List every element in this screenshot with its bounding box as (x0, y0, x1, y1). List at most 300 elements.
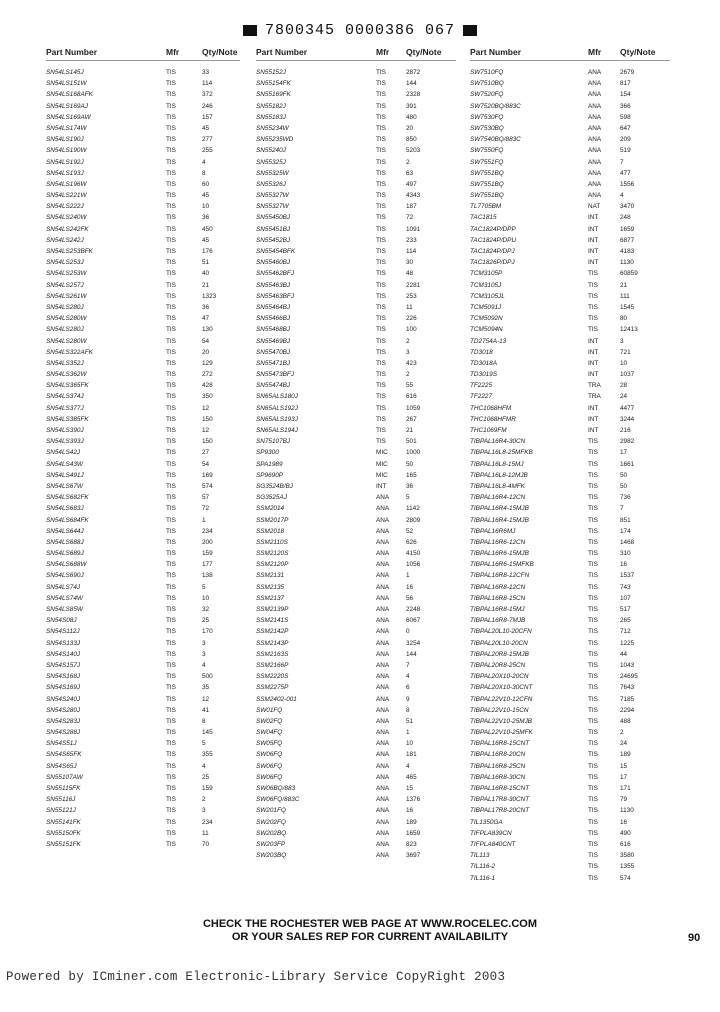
part-number: TIBPAL16L8-15MJ (470, 460, 524, 468)
manufacturer: TIS (588, 594, 598, 602)
part-row (46, 101, 240, 112)
part-row (256, 638, 456, 649)
quantity: 5 (202, 583, 206, 591)
manufacturer: TIS (588, 561, 598, 569)
part-number: SSM2163S (256, 650, 289, 658)
quantity: 10 (406, 740, 414, 748)
part-row (470, 861, 670, 872)
manufacturer: TIS (166, 550, 176, 558)
part-number: SSM2120S (256, 550, 289, 558)
quantity: 4 (406, 762, 410, 770)
part-row (470, 828, 670, 839)
quantity: 36 (406, 482, 414, 490)
manufacturer: TIS (166, 80, 176, 88)
part-number: SN54LS174W (46, 124, 87, 132)
part-row (46, 582, 240, 593)
part-number: SN54LS365FK (46, 382, 89, 390)
part-row (256, 772, 456, 783)
part-number: SN55325J (256, 158, 286, 166)
manufacturer: TIS (166, 628, 176, 636)
part-number: TIBPAL16R8-15CNT (470, 740, 530, 748)
manufacturer: TIS (166, 516, 176, 524)
manufacturer: TIS (166, 281, 176, 289)
quantity: 32 (202, 606, 210, 613)
part-number: TF2225 (470, 382, 493, 390)
part-row (46, 660, 240, 671)
manufacturer: TIS (376, 303, 386, 311)
part-number: SN55150FK (46, 829, 81, 837)
manufacturer: TIS (588, 729, 598, 737)
quantity: 1545 (620, 303, 635, 311)
manufacturer: ANA (376, 561, 390, 569)
manufacturer: TIS (376, 158, 386, 166)
part-number: SN55451BJ (256, 225, 291, 233)
part-number: TIBPAL22V10-12CFN (470, 695, 533, 703)
part-number: SN65ALS192J (256, 404, 298, 412)
part-number: SN54LS192J (46, 158, 84, 166)
part-number: SN65ALS194J (256, 427, 298, 434)
quantity: 3 (202, 650, 206, 658)
manufacturer: TIS (376, 270, 386, 278)
part-row (256, 817, 456, 828)
manufacturer: ANA (376, 717, 390, 725)
manufacturer: TIS (166, 203, 176, 211)
quantity: 114 (406, 248, 417, 255)
manufacturer: TIS (166, 673, 176, 681)
part-row (46, 671, 240, 682)
part-number: SN54LS67W (46, 482, 83, 490)
manufacturer: TIS (588, 673, 598, 681)
part-number: TIBPAL16R8-25CN (470, 762, 526, 770)
part-number: SN55473BFJ (256, 371, 295, 379)
quantity: 488 (620, 717, 631, 725)
part-row (470, 134, 670, 145)
quantity: 1130 (620, 259, 634, 267)
column-header (256, 46, 456, 61)
quantity: 4 (202, 661, 206, 669)
part-row (46, 112, 240, 123)
part-number: SN54LS190J (46, 136, 84, 144)
availability-line-1: CHECK THE ROCHESTER WEB PAGE AT WWW.ROCELEC.COM (202, 918, 538, 930)
manufacturer: NAT (588, 203, 601, 211)
quantity: 2 (406, 371, 410, 379)
quantity: 574 (202, 482, 213, 490)
part-number: SN55115FK (46, 785, 81, 792)
part-number: TD3018A (470, 359, 497, 367)
barcode-block-left (243, 25, 257, 36)
manufacturer: ANA (588, 147, 602, 155)
manufacturer: TIS (376, 259, 386, 267)
manufacturer: TRA (588, 393, 601, 401)
part-row (46, 682, 240, 693)
part-row (46, 168, 240, 179)
part-number: TIBPAL20R8-25CN (470, 661, 526, 669)
part-row (256, 101, 456, 112)
part-number: TCM5091J (470, 303, 502, 311)
manufacturer: TIS (166, 494, 176, 502)
quantity: 28 (620, 382, 628, 390)
manufacturer: INT (376, 482, 387, 490)
part-row (256, 492, 456, 503)
quantity: 1059 (406, 404, 421, 412)
quantity: 150 (202, 415, 213, 423)
quantity: 60859 (620, 270, 638, 278)
part-row (256, 470, 456, 481)
part-number: SN54LS196W (46, 180, 87, 188)
part-row (470, 492, 670, 503)
part-number: SW203BQ (256, 852, 287, 860)
manufacturer: TIS (166, 773, 176, 781)
manufacturer: ANA (376, 650, 390, 658)
part-number: SN55463BJ (256, 281, 291, 289)
part-row (470, 190, 670, 201)
quantity: 187 (406, 203, 417, 211)
part-number: THC1069FM (470, 427, 507, 434)
quantity: 1659 (620, 225, 635, 233)
part-row (470, 481, 670, 492)
quantity: 450 (202, 225, 213, 233)
part-number: SN54LS390J (46, 427, 84, 434)
part-number: SW7551BQ (470, 169, 504, 177)
quantity: 480 (406, 113, 417, 121)
part-number: TIBPAL16R6-15MJB (470, 550, 529, 558)
manufacturer: TIS (166, 214, 176, 222)
quantity: 52 (406, 527, 414, 535)
part-number: TIBPAL16R8-12CFN (470, 572, 530, 580)
manufacturer: TIS (588, 829, 598, 837)
part-row (46, 447, 240, 458)
part-number: SN54LS689J (46, 550, 84, 558)
barcode-block-right (463, 25, 477, 36)
quantity: 36 (202, 303, 210, 311)
quantity: 517 (620, 606, 631, 613)
part-number: SW7540BQ/883C (470, 136, 521, 144)
manufacturer: TIS (166, 829, 176, 837)
manufacturer: TIS (588, 482, 598, 490)
parts-columns (0, 46, 720, 896)
part-number: TIBPAL16R4-15MJB (470, 505, 529, 513)
part-number: SSM2143P (256, 639, 289, 647)
quantity: 272 (202, 371, 213, 379)
part-number: SN55471BJ (256, 359, 291, 367)
part-row (256, 324, 456, 335)
quantity: 490 (620, 829, 631, 837)
part-number: TIBPAL16R6-12CN (470, 538, 526, 546)
part-number: SN55463BFJ (256, 292, 295, 300)
quantity: 44 (620, 650, 628, 658)
part-row (256, 436, 456, 447)
part-row (256, 615, 456, 626)
manufacturer: TIS (166, 158, 176, 166)
quantity: 4477 (620, 404, 635, 412)
manufacturer: MIC (376, 449, 388, 457)
quantity: 9 (406, 695, 410, 703)
quantity: 1142 (406, 505, 420, 513)
part-row (46, 436, 240, 447)
part-row (256, 682, 456, 693)
part-number: SSM2018 (256, 527, 285, 535)
part-row (470, 112, 670, 123)
part-row (256, 347, 456, 358)
quantity: 248 (620, 214, 631, 222)
quantity: 35 (202, 684, 210, 692)
quantity: 72 (406, 214, 414, 222)
part-number: SN55468BJ (256, 326, 291, 334)
part-row (470, 738, 670, 749)
part-row (256, 224, 456, 235)
quantity: 130 (202, 326, 213, 334)
quantity: 189 (620, 751, 631, 759)
part-number: SPA1989 (256, 460, 283, 468)
part-row (470, 291, 670, 302)
part-row (46, 302, 240, 313)
part-row (470, 246, 670, 257)
quantity: 20 (406, 124, 414, 132)
part-number: SN54LS145J (46, 69, 84, 76)
header-mfr: Mfr (376, 47, 390, 57)
part-row (46, 336, 240, 347)
manufacturer: TIS (166, 449, 176, 457)
part-row (470, 570, 670, 581)
quantity: 817 (620, 80, 631, 88)
part-row (46, 358, 240, 369)
part-row (470, 682, 670, 693)
part-row (256, 67, 456, 78)
part-number: SSM2139P (256, 606, 289, 613)
manufacturer: TIS (166, 751, 176, 759)
part-row (46, 772, 240, 783)
manufacturer: TIS (166, 740, 176, 748)
manufacturer: TIS (376, 404, 386, 412)
part-row (256, 190, 456, 201)
part-number: SN55141FK (46, 818, 81, 826)
part-number: SN54LS374J (46, 393, 84, 401)
part-row (46, 380, 240, 391)
part-number: SN54S140J (46, 650, 81, 658)
part-row (470, 123, 670, 134)
quantity: 519 (620, 147, 631, 155)
quantity: 391 (406, 102, 417, 110)
quantity: 1000 (406, 449, 421, 457)
quantity: 48 (406, 270, 414, 278)
manufacturer: TIS (588, 740, 598, 748)
quantity: 159 (202, 785, 213, 792)
part-row (46, 414, 240, 425)
manufacturer: TIS (376, 113, 386, 121)
manufacturer: TIS (166, 717, 176, 725)
quantity: 721 (620, 348, 631, 356)
quantity: 850 (406, 136, 417, 144)
quantity: 51 (406, 717, 414, 725)
part-row (256, 112, 456, 123)
part-row (256, 414, 456, 425)
part-row (46, 257, 240, 268)
manufacturer: TIS (588, 751, 598, 759)
part-row (470, 224, 670, 235)
part-number: SN54LS385FK (46, 415, 89, 423)
quantity: 428 (202, 382, 213, 390)
part-number: SW202BQ (256, 829, 287, 837)
manufacturer: TIS (166, 180, 176, 188)
part-number: SN55474BJ (256, 382, 291, 390)
manufacturer: TIS (376, 124, 386, 132)
quantity: 2982 (620, 438, 635, 446)
quantity: 24 (620, 393, 628, 401)
manufacturer: TIS (376, 180, 386, 188)
quantity: 2679 (620, 69, 635, 76)
manufacturer: INT (588, 259, 599, 267)
manufacturer: TIS (166, 661, 176, 669)
part-row (256, 749, 456, 760)
part-row (46, 526, 240, 537)
availability-notice (110, 918, 630, 944)
part-row (256, 660, 456, 671)
manufacturer: ANA (376, 516, 390, 524)
quantity: 138 (202, 572, 213, 580)
part-number: SN54LS221W (46, 192, 87, 200)
manufacturer: TIS (166, 113, 176, 121)
part-row (470, 526, 670, 537)
part-row (470, 280, 670, 291)
manufacturer: TIS (166, 762, 176, 770)
quantity: 169 (202, 471, 213, 479)
quantity: 2 (202, 796, 206, 804)
manufacturer: ANA (376, 695, 390, 703)
part-row (470, 626, 670, 637)
part-number: TIBPAL20X10-20CN (470, 673, 529, 681)
part-row (470, 157, 670, 168)
manufacturer: TIS (166, 460, 176, 468)
part-number: SN54LS683J (46, 505, 84, 513)
manufacturer: TIS (376, 248, 386, 255)
manufacturer: TIS (376, 337, 386, 345)
quantity: 616 (406, 393, 417, 401)
barcode-header (0, 22, 720, 39)
part-row (470, 391, 670, 402)
part-row (46, 705, 240, 716)
part-number: TIBPAL17R8-30CNT (470, 796, 530, 804)
quantity: 355 (202, 751, 213, 759)
manufacturer: TIS (166, 382, 176, 390)
manufacturer: TIS (166, 415, 176, 423)
part-number: SN54S157J (46, 661, 81, 669)
part-number: SG3525AJ (256, 494, 287, 502)
quantity: 1 (406, 572, 410, 580)
manufacturer: ANA (588, 136, 602, 144)
part-row (46, 503, 240, 514)
part-row (256, 761, 456, 772)
part-number: TD3019S (470, 371, 497, 379)
quantity: 12413 (620, 326, 638, 334)
quantity: 129 (202, 359, 213, 367)
quantity: 17 (620, 449, 628, 457)
part-number: SW203FP (256, 840, 286, 848)
manufacturer: INT (588, 359, 599, 367)
quantity: 10 (202, 203, 210, 211)
manufacturer: TIS (376, 292, 386, 300)
part-number: SW06FQ/883C (256, 796, 300, 804)
quantity: 1091 (406, 225, 421, 233)
part-row (470, 503, 670, 514)
part-row (256, 716, 456, 727)
part-number: SN55466BJ (256, 315, 291, 323)
manufacturer: TIS (166, 348, 176, 356)
part-number: SN54S08J (46, 617, 77, 625)
manufacturer: ANA (376, 494, 390, 502)
manufacturer: ANA (376, 729, 390, 737)
quantity: 7643 (620, 684, 635, 692)
part-row (46, 324, 240, 335)
part-row (470, 582, 670, 593)
part-number: SN54LS193J (46, 169, 84, 177)
part-row (470, 212, 670, 223)
part-number: SW202FQ (256, 818, 286, 826)
quantity: 2328 (406, 91, 421, 99)
manufacturer: TIS (166, 471, 176, 479)
quantity: 41 (202, 706, 210, 714)
part-row (470, 358, 670, 369)
part-number: THC1068HFM (470, 404, 512, 412)
part-row (46, 694, 240, 705)
part-number: TAC1824P/DPU (470, 236, 517, 244)
manufacturer: TIS (588, 863, 598, 871)
part-number: SW7551BQ (470, 192, 504, 200)
quantity: 465 (406, 773, 417, 781)
manufacturer: TIS (166, 315, 176, 323)
part-row (470, 660, 670, 671)
part-number: TIBPAL20L10-20CFN (470, 628, 532, 636)
part-number: SN55240J (256, 147, 286, 155)
part-number: SN54LS253W (46, 270, 87, 278)
manufacturer: ANA (376, 740, 390, 748)
part-number: TAC1815 (470, 214, 497, 222)
manufacturer: ANA (376, 840, 390, 848)
manufacturer: INT (588, 337, 599, 345)
quantity: 11 (406, 303, 413, 311)
manufacturer: TIS (376, 348, 386, 356)
manufacturer: TIS (588, 661, 598, 669)
part-number: THC1068HFMR (470, 415, 516, 423)
manufacturer: TIS (376, 281, 386, 289)
part-row (256, 403, 456, 414)
manufacturer: TIS (166, 505, 176, 513)
part-number: TIBPAL20R8-15MJB (470, 650, 529, 658)
manufacturer: ANA (588, 80, 602, 88)
part-row (256, 805, 456, 816)
part-number: SN54LS261W (46, 292, 87, 300)
manufacturer: TIS (166, 147, 176, 155)
part-number: SN54S133J (46, 639, 81, 647)
part-row (46, 212, 240, 223)
part-number: TIBPAL16R8-30CN (470, 773, 526, 781)
part-number: TD2754A-13 (470, 337, 507, 345)
part-row (46, 604, 240, 615)
quantity: 477 (620, 169, 631, 177)
part-number: TIBPAL16R4-15MJB (470, 516, 529, 524)
part-row (470, 716, 670, 727)
quantity: 2294 (620, 706, 635, 714)
quantity: 144 (406, 650, 417, 658)
quantity: 111 (620, 292, 630, 300)
part-row (470, 783, 670, 794)
quantity: 4 (620, 192, 624, 200)
manufacturer: TIS (588, 303, 598, 311)
part-number: SN54LS222J (46, 203, 84, 211)
part-row (470, 537, 670, 548)
part-row (470, 749, 670, 760)
part-number: SSM2166P (256, 661, 289, 669)
manufacturer: TIS (588, 460, 598, 468)
